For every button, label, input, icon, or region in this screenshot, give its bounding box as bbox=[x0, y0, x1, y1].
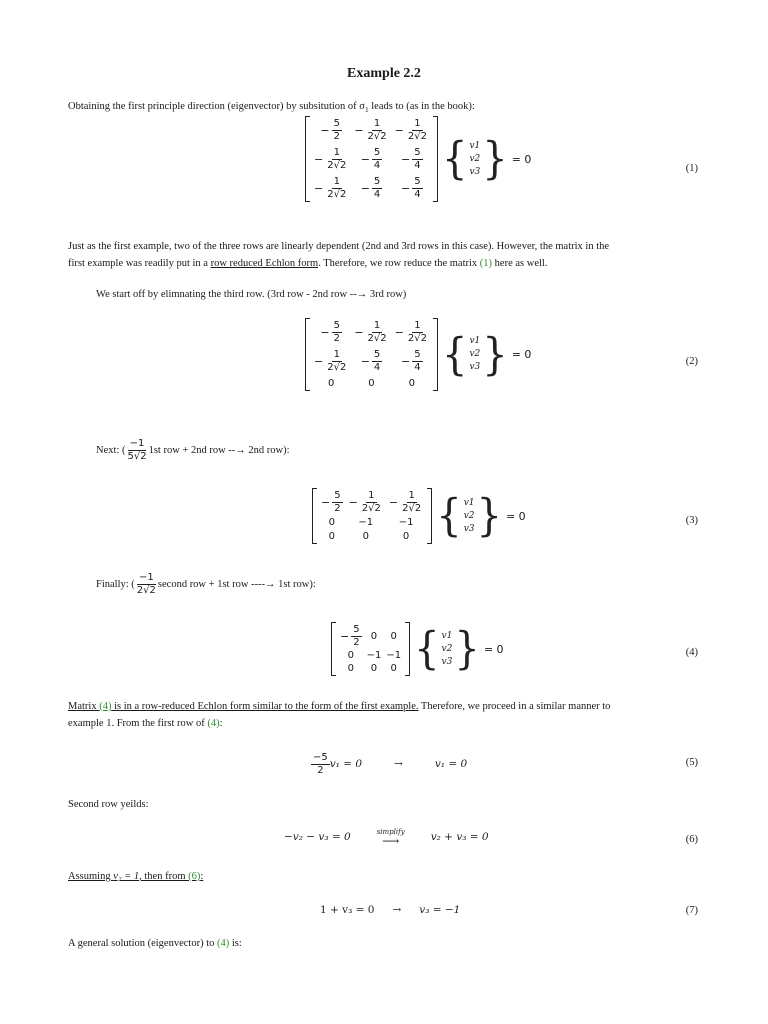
equation-number: (7) bbox=[685, 905, 698, 916]
paragraph-3-line-1 bbox=[68, 698, 610, 715]
matrix-cell: − $\frac{1}{2√2}$ bbox=[354, 320, 387, 344]
right-brace: } bbox=[482, 329, 508, 380]
matrix-cell: − $\frac{5}{4}$ bbox=[360, 349, 381, 373]
matrix-cell: 0 bbox=[328, 531, 335, 542]
text: . Therefore, we row reduce the matrix bbox=[318, 258, 480, 269]
matrix-right-bracket bbox=[405, 622, 410, 676]
equation-ref[interactable]: (6) bbox=[188, 871, 201, 882]
right-arrow-icon: → bbox=[394, 758, 403, 770]
matrix-cell: 0 bbox=[368, 378, 375, 389]
vector-entry: v2 bbox=[441, 643, 453, 654]
fraction-denominator: 2 bbox=[317, 764, 324, 776]
echelon-link[interactable]: row reduced Echlon form bbox=[210, 258, 319, 269]
vector-entries bbox=[467, 140, 482, 179]
equals-zero: = 0 bbox=[483, 642, 504, 656]
fraction-denominator: 5√2 bbox=[127, 450, 147, 462]
vector-entry: v3 bbox=[441, 656, 453, 667]
long-arrow-icon: ⟶ bbox=[382, 834, 400, 848]
equation-ref[interactable]: (1) bbox=[479, 258, 493, 269]
matrix-right-bracket bbox=[433, 318, 438, 391]
text: Assuming bbox=[68, 871, 114, 882]
matrix-cell: 0 bbox=[362, 531, 369, 542]
equals-zero: = 0 bbox=[511, 152, 532, 166]
matrix-4 bbox=[336, 622, 405, 676]
vector-entry: v2 bbox=[463, 510, 475, 521]
matrix-cell: − $\frac{5}{4}$ bbox=[401, 176, 421, 200]
matrix-cell: 0 bbox=[402, 531, 410, 542]
text: here as well. bbox=[492, 258, 548, 269]
step-2-fraction bbox=[125, 438, 148, 462]
matrix-cell: 0 bbox=[370, 630, 378, 642]
text: first example was readily put in a bbox=[68, 258, 211, 269]
equation-number: (5) bbox=[685, 757, 698, 768]
vector-v bbox=[441, 133, 508, 185]
matrix-cell: 0 bbox=[327, 378, 335, 389]
intro-sub: 1 bbox=[364, 105, 369, 114]
vector-entry: v2 bbox=[469, 153, 481, 164]
matrix-cell: − $\frac{1}{2√2}$ bbox=[354, 118, 387, 142]
matrix-cell: − $\frac{1}{2√2}$ bbox=[314, 176, 347, 200]
left-brace: { bbox=[441, 329, 468, 380]
paragraph-3-line-2 bbox=[68, 715, 223, 732]
matrix-cell: − $\frac{1}{2√2}$ bbox=[388, 490, 422, 514]
vector-entry: v1 bbox=[469, 140, 481, 151]
matrix-cell: − $\frac{5}{4}$ bbox=[401, 147, 421, 171]
vector-entry: v3 bbox=[469, 362, 481, 372]
matrix-right-bracket bbox=[427, 488, 432, 544]
text: is: bbox=[229, 938, 242, 949]
text: Matrix bbox=[68, 701, 100, 712]
eq5-lhs: v₁ = 0 bbox=[329, 758, 363, 770]
intro-text bbox=[68, 98, 475, 115]
text: Finally: ( bbox=[96, 578, 135, 590]
arrow-label: simplify bbox=[376, 828, 405, 836]
step-3-fraction bbox=[135, 572, 158, 596]
matrix-cell: − $\frac{1}{2√2}$ bbox=[394, 118, 427, 142]
paragraph-2-line-1: Just as the first example, two of the three rows are linearly dependent (2nd and 3rd rows in this case). However, the matrix in the bbox=[68, 241, 610, 252]
vector-v bbox=[414, 623, 480, 675]
text: is in a row-reduced Echlon form similar to the form of the first example. bbox=[111, 701, 419, 712]
matrix-right-bracket bbox=[433, 116, 438, 202]
matrix-3 bbox=[317, 488, 427, 544]
fraction-denominator: 2√2 bbox=[136, 584, 156, 596]
paragraph-2-line-2 bbox=[68, 255, 547, 272]
eq6-lhs: −v₂ − v₃ = 0 bbox=[284, 831, 351, 843]
step-2-text bbox=[96, 438, 290, 462]
assumed-value: v₂ = 1 bbox=[113, 871, 140, 882]
vector-entries bbox=[462, 497, 477, 536]
matrix-cell: 0 bbox=[390, 630, 397, 642]
equation-4 bbox=[331, 622, 504, 680]
matrix-cell: − $\frac{5}{2}$ bbox=[321, 490, 341, 514]
text: : bbox=[200, 871, 204, 882]
equation-5 bbox=[311, 752, 467, 776]
matrix-cell: − $\frac{5}{4}$ bbox=[401, 349, 421, 373]
vector-entry: v1 bbox=[441, 630, 453, 641]
equation-7 bbox=[320, 904, 460, 916]
eq5-rhs: v₁ = 0 bbox=[434, 758, 468, 770]
left-brace: { bbox=[414, 623, 440, 675]
right-arrow-icon: → bbox=[392, 904, 402, 916]
page-title: Example 2.2 bbox=[347, 66, 421, 81]
equation-3 bbox=[312, 488, 526, 548]
equation-number: (4) bbox=[685, 647, 698, 658]
left-brace: { bbox=[436, 490, 462, 542]
text: example 1. From the first row of bbox=[68, 718, 208, 729]
simplify-arrow bbox=[377, 828, 405, 846]
equation-ref[interactable]: (4) bbox=[217, 938, 230, 949]
matrix-cell: −1 bbox=[358, 517, 374, 528]
right-brace: } bbox=[476, 490, 502, 542]
step-1-text: We start off by elimnating the third row. (3rd row - 2nd row --→ 3rd row) bbox=[96, 289, 407, 300]
vector-entry: v3 bbox=[463, 523, 475, 534]
equation-number: (3) bbox=[685, 515, 698, 526]
assumption-text bbox=[68, 868, 203, 885]
text: Therefore, we proceed in a similar manner to bbox=[418, 701, 611, 712]
equation-number: (6) bbox=[685, 834, 698, 845]
fraction-numerator: −1 bbox=[138, 572, 154, 583]
text: second row + 1st row ----→ 1st row): bbox=[157, 578, 316, 590]
matrix-cell: − $\frac{5}{4}$ bbox=[360, 147, 381, 171]
right-brace: } bbox=[482, 133, 508, 185]
fraction-numerator: −1 bbox=[129, 438, 145, 449]
matrix-cell: − $\frac{1}{2√2}$ bbox=[314, 349, 347, 373]
general-solution-text bbox=[68, 935, 242, 952]
vector-entry: v2 bbox=[469, 349, 481, 359]
equals-zero: = 0 bbox=[511, 348, 532, 361]
vector-entry: v1 bbox=[469, 336, 481, 346]
text: , then from bbox=[139, 871, 189, 882]
text: Next: ( bbox=[96, 444, 126, 456]
matrix-cell: − $\frac{5}{2}$ bbox=[320, 118, 340, 142]
vector-entries bbox=[440, 630, 455, 669]
fraction-numerator: −5 bbox=[313, 752, 328, 763]
step-3-text bbox=[96, 572, 316, 596]
matrix-cell: 0 bbox=[390, 663, 397, 674]
matrix-cell: 0 bbox=[370, 663, 378, 674]
matrix-cell: − $\frac{1}{2√2}$ bbox=[348, 490, 381, 514]
vector-entry: v1 bbox=[463, 497, 475, 508]
equation-number: (2) bbox=[685, 356, 698, 367]
eq7-lhs: 1 + v₃ = 0 bbox=[320, 904, 375, 916]
equation-1 bbox=[305, 116, 531, 206]
matrix-1 bbox=[310, 116, 433, 202]
matrix-cell: 0 bbox=[347, 663, 354, 674]
matrix-cell: 0 bbox=[328, 517, 335, 528]
matrix-cell: −1 bbox=[398, 517, 414, 528]
intro-main: Obtaining the first principle direction (eigenvector) by subsitution of σ bbox=[68, 101, 365, 112]
equation-number: (1) bbox=[685, 163, 698, 174]
vector-entry: v3 bbox=[469, 166, 481, 177]
matrix-cell: − $\frac{1}{2√2}$ bbox=[394, 320, 427, 344]
matrix-cell: −1 bbox=[386, 650, 402, 661]
eq6-rhs: v₂ + v₃ = 0 bbox=[430, 831, 489, 843]
equals-zero: = 0 bbox=[505, 509, 526, 523]
intro-tail: leads to (as in the book): bbox=[368, 101, 475, 112]
second-row-text: Second row yeilds: bbox=[68, 799, 149, 810]
equation-2 bbox=[305, 318, 531, 395]
matrix-cell: − $\frac{5}{2}$ bbox=[320, 320, 340, 344]
equation-6 bbox=[284, 828, 489, 846]
vector-entries bbox=[467, 335, 482, 374]
vector-v bbox=[436, 490, 502, 542]
matrix-cell: − $\frac{5}{4}$ bbox=[360, 176, 381, 200]
matrix-cell: 0 bbox=[347, 650, 354, 661]
left-brace: { bbox=[441, 133, 468, 185]
equation-ref[interactable]: (4) bbox=[207, 718, 220, 729]
right-brace: } bbox=[454, 623, 480, 675]
equation-ref[interactable]: (4) bbox=[99, 701, 112, 712]
text: A general solution (eigenvector) to bbox=[68, 938, 217, 949]
matrix-cell: −1 bbox=[366, 650, 382, 661]
vector-v bbox=[441, 329, 508, 380]
text: 1st row + 2nd row --→ 2nd row): bbox=[148, 444, 290, 456]
text: : bbox=[219, 718, 223, 729]
matrix-cell: − $\frac{1}{2√2}$ bbox=[314, 147, 347, 171]
matrix-cell: − $\frac{5}{2}$ bbox=[340, 624, 360, 648]
matrix-cell: 0 bbox=[408, 378, 415, 389]
matrix-2 bbox=[310, 318, 433, 391]
eq7-rhs: v₃ = −1 bbox=[419, 904, 461, 916]
eq5-fraction bbox=[311, 752, 330, 776]
